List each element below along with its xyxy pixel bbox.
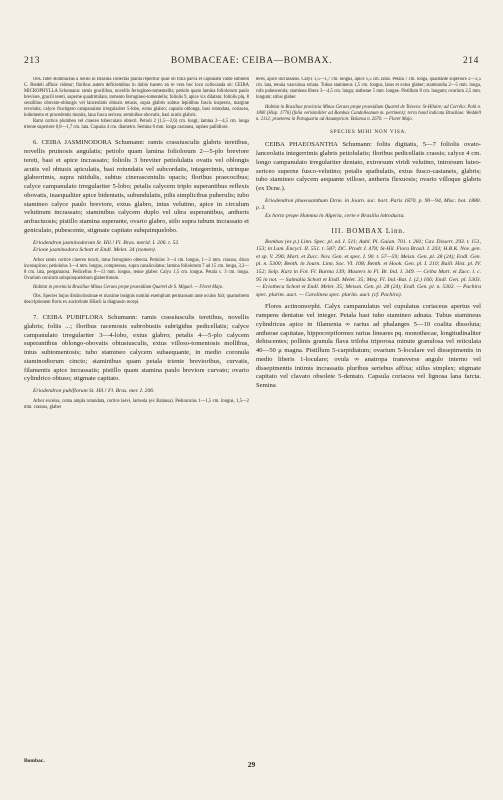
sheet-signature: 29 (247, 760, 256, 769)
genus-heading (256, 227, 481, 235)
species-7-description: Arbor excelsa, coma ampla rotundata, cortice laevi, lacteola (ex Balansa). Pedunculus 1—1,5 cm. longus, 1,5—2 mm. crassus, glaber (24, 398, 249, 410)
species-6-habitat: Habitat in provincia Brasiliae Minas Geraes prope praesidium Quartel de S. Miguel. — Floret Majo. (33, 285, 224, 291)
right-column (256, 77, 481, 748)
phaeosantha-title: CEIBA PHAEOSANTHA (265, 141, 338, 149)
phaeosantha-author: Schumann: (342, 141, 372, 149)
species-6-diagnosis: ramis crassiusculis glabris teretibus, novellis pruinosis angulatis; petiolo quam lamina foliolorum 2—5-plo breviore tereti, basi et apice incrassato; foliolis 3 breviter petiolulatis ovatis vel oblongis acutis vel obtusis apiculatis, basi rotundatis vel subcordatis, integerrimis, utrinque glaberrimis, supra nitidulis, subtus cinerascentulis opacis; floribus praecocibus; calyce campanulato irregulariter 5-lobo; petalis calycem triplo superantibus reflexis obovatis, inaequaliter apice bidentatis, subundulatis, pilis simplicibus puberulis; tubo stamineo calyce paulo breviore, extus glabro, intus velutino, apice in circulum velutinum incrassato; staminibus calycem duplo vel ultra superantibus, antheris anfractuosis; pistillo stamina superante, ovario glabro, stilo supra tubum incrassato et geniculato, pubescente, stigmate capitato subquinquelobo. (24, 139, 249, 234)
species-6-entry (24, 139, 249, 235)
phaeosantha-citation: Eriodendron phaeosanthum Dcne. in Journ. soc. hort. Paris 1870. p. 90—94, Misc. bot. 1880. p. 3. (256, 197, 481, 212)
species-6-synonym: Erione jasminodora Schott et Endl. Melet. 34 (nomen). (33, 247, 157, 254)
intro-measurements: Rami cortice plumbeo vel cinereo tuberculato obtecti. Petioli 2 (1,5—2,6) cm. longi; lamina 2—4,5 cm. longa triente superiore 0,8—1,7 cm. lata. Capsula 4 cm. diametro. Semina 6 mm. longa castanea, rapheo pallidiore. (24, 119, 249, 131)
habitat-paragraph: Habitat in Brasiliae provincia Minas Geraes prope praesidium Quartel de Teixera: St-Hilaire; ad Corrêio: Pohl n. 1860 (Hisp. 1776) (folia verisimiliter ad Bombax Candolleanum m. pertinent); terra hand indicata Brasiliae: Weddell n. 2112; praeterea in Paraguaria ad Assumpcion: Balansa n. 2670. — Floret Majo. (256, 105, 481, 123)
phaeosantha-diagnosis: foliis digitatis, 5—7 foliolis ovato-lanceolatis integerrimis glabris petiolulatis; floribus pedicellatis crassis; calyce 4 cm. longo campanulato irregulariter dentato, extrorsum viridi velutino, introrsum luteo-sericeo superne fusco-velutino; petalis spathulatis, extus fusco-castaneis, glabris; tubo stamineo calycem aequante villoso, antheris flexuosis; ovario villoque glabris (ex Dcne.). (256, 141, 481, 193)
continuation-text: teres, apice incrassatus. Calyx 1,5—1,7 cm. longus, apice 1,5 cm. latus. Petala 7 cm. longa, quadrante superiore 2—2,5 cm. lata, tenuia vasculosa striata. Tubus stamineus 1,5 cm. longus, latus et extus glaber; staminodia 2—5 mm. longa, rufo pubescentia; staminea libera 3—4,5 cm. longa; antherae 5 mm. longae. Pistillum 8 cm. longum; ovarium 2,5 mm. longum; stilus glaber. (256, 77, 481, 101)
species-6-citation: Eriodendron jasminodorum St. Hil.! Fl. Bras. merid. I. 206. t. 52. (33, 239, 180, 246)
species-7-title: 7. CEIBA PUBIFLORA (33, 314, 103, 322)
phaeosantha-note: Ex horto prope Hamma in Algeria, certe e Brasilia introducta. (265, 213, 405, 220)
genus-references: Bombax (ex p.) Linn. Spec. pl. ed. I. 511; Aubl. Pl. Guian. 701. t. 281; Cav. Dissert. 293. t. 151, 153; in Lam. Encycl. II. 551. t. 587; DC. Prodr. I. 478; St-Hil. Flora Brasil. I. 203; H.B.K. Nov. gen. et sp. V. 296; Mart. et Zucc. Nov. Gen. et spec. I. 90. t. 57—59; Meisn. Gen. pl. 28 (24); Endl. Gen. pl. n. 5300; Benth. in Journ. Linn. Soc. VI. 108; Benth. et Hook. Gen. pl. I. 210; Baill. Hist. pl. IV. 152; Solp. Kurz in For. Fl. Burma 139; Masters in Fl. Br. Ind. I. 349. — Ceiba Mart. et Zucc. l. c. 95 in not. — Salmalia Schott et Endl. Melet. 35; Meq. Fl. Ind.-Bat. I. (2.) 166; Endl. Gen. pl. 5303. — Eriotheca Schott et Endl. Melet. 35; Meissn. Gen. pl. 28 (24); Endl. Gen. pl. n. 5302. — Pachira spec. plurim. auct. — Carolinea spec. plurim. auct. (cf. Pachira). (256, 238, 481, 298)
species-6-title: 6. CEIBA JASMINODORA (33, 139, 112, 147)
species-dubia-heading: SPECIES MIHI NON VISA. (329, 129, 408, 136)
signature-mark: Bombac. (24, 758, 45, 764)
genus-description: Flores actinomorphi. Calyx campanulatus vel cupulatus coriaceus apertus vel rumpens dentatus vel integer. Petala basi tubo stamineo adnata. Tubus stamineus cylindricus apice in filamenta ∞ rarius ad phalanges 5—10 coalita dissoluta; antherae capitatae, hippocrepiformes rarius lineares pq. monothecae, longitudinaliter dehiscentes; pollinis granula flava triloba triporosa minute granulosa vel reticulata 40—50 μ magna. Pistillum 5-carpidiatum; ovarium 5-loculare vel dissepimentis in medio liberis 1-loculare; ovula ∞ anatropa transverse angulo interno vel dissepimentis intimis incrassatis pluribus seriebus affixa; stilus simplex; stigmate capitato vel clavato obsolete 5-dentato. Capsula coriacea vel lignosa lana farcta. Semina (256, 303, 481, 390)
species-6-description: Arbor ramis cortice cinereo tuncti, intus ferrugineo obtecta. Petiolus 3—4 cm. longus, 1—2 mm. crassus, disco inconspicuo; petiolulus 3—4 mm. longus, compressus, supra canaliculatus; lamina foliolorum 7 ad 15 cm. longa, 3,2—8 cm. lata, pergamacea. Pedicellus 9—13 mm. longus, tenue glaber. Calyx 1,5 cm. longus. Petala c. 3 cm. longa. Ovarium conicum subquinquelobum glaberrimum. (24, 257, 249, 281)
page-number-right: 214 (462, 56, 479, 66)
intro-paragraph: Obs. Inter Bombaceas a Sellio in Brasilia collectas planta reperitur quae ob folia parva et capsulam valde similem C. Riedeli affinis videtur; floribus autem deficientibus in dubio haereo an re vera hoc loco collocanda sit: CEIBA MICROPHYLLA Schumann: ramis gracilibus, novellis ferrugineo-tomentellis; petiolo quam lamina foliolorum paulo breviore, gracili tereti, superne quadrimilato, tomento ferrugineo-tomentello; foliolis 9, apice vix dilatato; foliolis plq. 8 sessilibus obovato-oblongis vel lanceolatis obtusis retusis, supra glabris subtus lepidibus fuscis inspersis, margine revolutis; calyce fructigero campanulato irregulariter 5-lobo, extus glabro; capsula oblonga, basi rotundata, coriacea, indumento et procedentis munita, lana fusca sericea; seminibus obovatis, basi acutis glabris. (24, 77, 249, 119)
species-7-citation: Eriodendron pubiflorum St. Hil.! Fl. Bras. mer. I. 206. (33, 388, 155, 395)
species-6-author: Schumann: (114, 139, 145, 147)
species-7-author: Schumann: (107, 314, 138, 322)
left-column (24, 77, 249, 748)
species-7-entry (24, 314, 249, 384)
species-7-diagnosis: ramis crassiusculis teretibus, novellis glabris; foliis ...; floribus racemosis subrobustis subrigidus pedicellatis; calyce campanulato irregulariter 3—4-lobo, extus glabro; petalis 4—5-plo calycem superantibus oblongo-obovatis obtusiusculis, extus villoso-tomentosis mollibus, intus subtomentosis; tubo stamineo calycem subaequante, in medio coronula staminodiorum cincto; staminibus quam petala triente brevioribus, curvatis, filamentis apice incrassatis; pistillo quam stamina paulo breviore curvato; ovario cylindrico obtuso; stigmate capitato. (24, 314, 249, 383)
page-number-left: 213 (24, 56, 41, 66)
running-header (24, 56, 479, 70)
genus-title: III. BOMBAX (331, 226, 384, 235)
genus-author: Linn. (385, 226, 406, 235)
phaeosantha-entry (256, 141, 481, 194)
species-6-observation: Obs. Species hujus distinctissimae et maxime insignis nomini exemplum permansum ante oculos fuit; quamobrem descriptionem floris ex auctoritate Hilarii ia diagnosin recepi. (24, 294, 249, 306)
running-title: BOMBACEAE: CEIBA—BOMBAX. (170, 56, 333, 66)
